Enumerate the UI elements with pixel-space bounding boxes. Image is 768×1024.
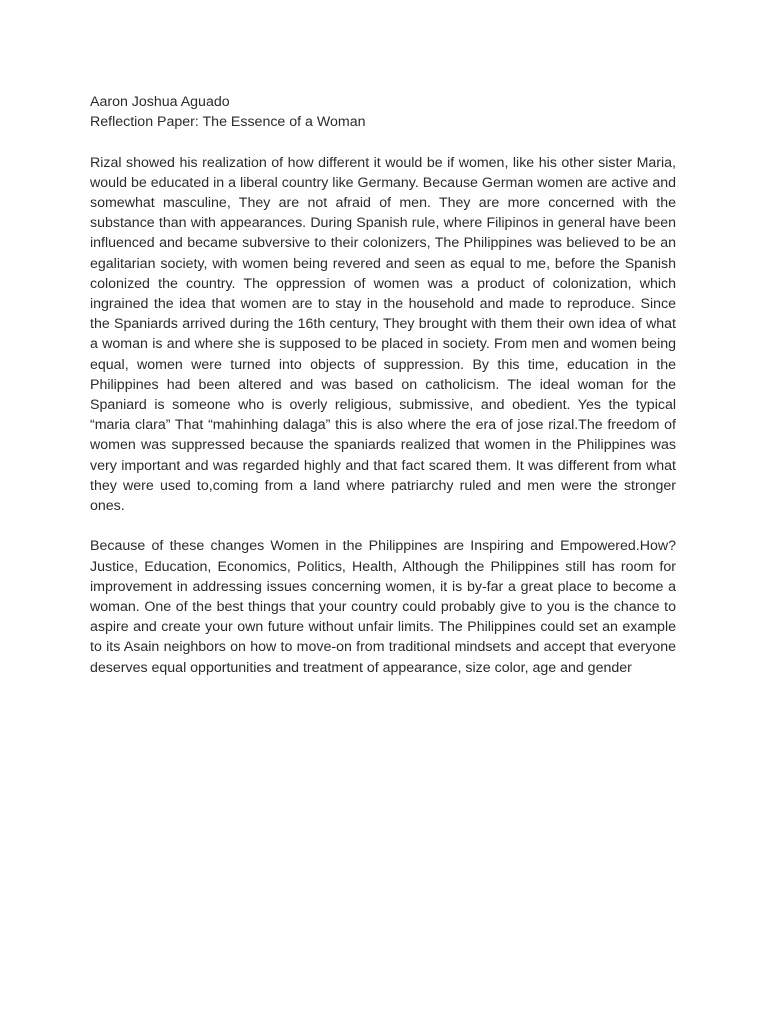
header-gap [90,132,676,152]
document-content [90,92,676,678]
paragraph-gap [90,516,676,536]
author-name: Aaron Joshua Aguado [90,94,230,110]
body-paragraph-1: Rizal showed his realization of how different it would be if women, like his other sister Maria, would be educated in a liberal country like Germany. Because German women are active and somewhat masculine, They are not afraid of men. They are more concerned with the substance than with appearances. During Spanish rule, where Filipinos in general have been influenced and became subversive to their colonizers, The Philippines was believed to be an egalitarian society, with women being revered and seen as equal to me, before the Spanish colonized the country. The oppression of women was a product of colonization, which ingrained the idea that women are to stay in the household and made to reproduce. Since the Spaniards arrived during the 16th century, They brought with them their own idea of what a woman is and where she is supposed to be placed in society. From men and women being equal, women were turned into objects of suppression. By this time, education in the Philippines had been altered and was based on catholicism. The ideal woman for the Spaniard is someone who is overly religious, submissive, and obedient. Yes the typical “maria clara” That “mahinhing dalaga” this is also where the era of jose rizal.The freedom of women was suppressed because the spaniards realized that women in the Philippines was very important and was regarded highly and that fact scared them. It was different from what they were used to,coming from a land where patriarchy ruled and men were the stronger ones. [90,154,676,515]
body-paragraph-2: Because of these changes Women in the Philippines are Inspiring and Empowered.How? Justice, Education, Economics, Politics, Health, Although the Philippines still has room for improvement in addressing issues concerning women, it is by-far a great place to become a woman. One of the best things that your country could probably give to you is the chance to aspire and create your own future without unfair limits. The Philippines could set an example to its Asain neighbors on how to move-on from traditional mindsets and accept that everyone deserves equal opportunities and treatment of appearance, size color, age and gender [90,538,676,676]
paper-title: Reflection Paper: The Essence of a Woman [90,114,366,131]
